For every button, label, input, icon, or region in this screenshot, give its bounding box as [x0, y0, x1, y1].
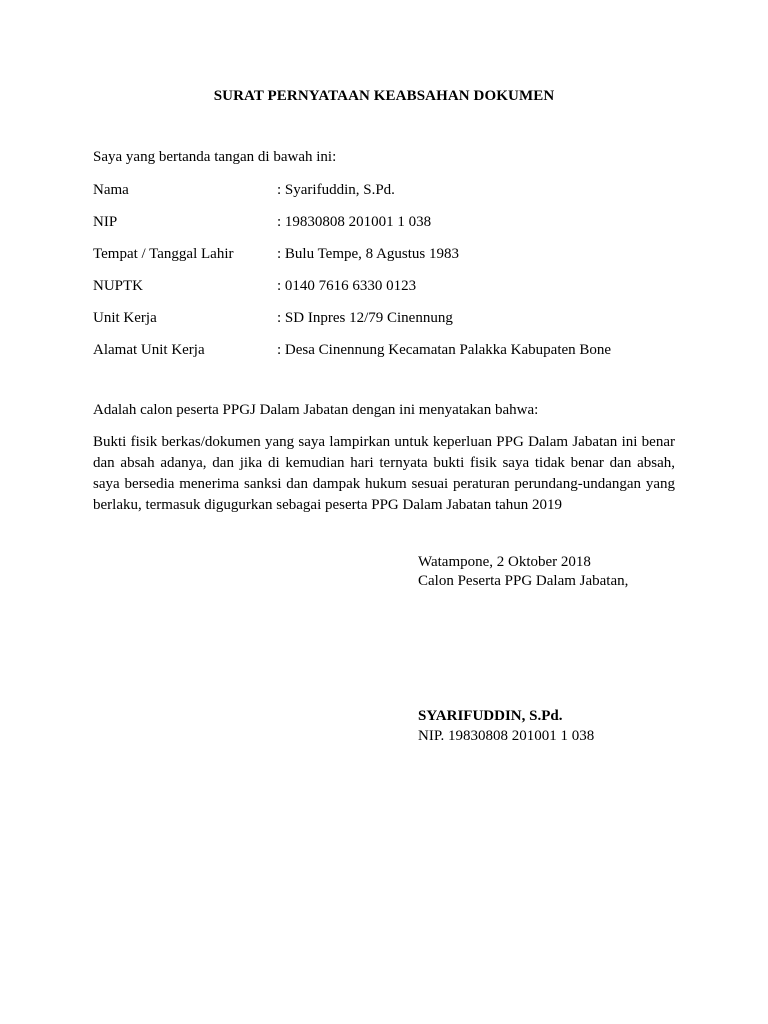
document-title: SURAT PERNYATAAN KEABSAHAN DOKUMEN — [213, 88, 555, 104]
field-value: : Bulu Tempe, 8 Agustus 1983 — [277, 246, 460, 262]
body-paragraph: Bukti fisik berkas/dokumen yang saya lampirkan untuk keperluan PPG Dalam Jabatan ini benar dan absah adanya, dan jika di kemudian hari ternyata bukti fisik saya tidak benar dan absah, saya bersedia menerima sanksi dan dampak hukum sesuai peraturan perundang-undangan yang berlaku, termasuk digugurkan sebagai peserta PPG Dalam Jabatan tahun 2019 — [93, 434, 675, 513]
place-date: Watampone, 2 Oktober 2018 — [418, 554, 591, 570]
field-value: : Desa Cinennung Kecamatan Palakka Kabupaten Bone — [277, 342, 612, 358]
field-value: : 0140 7616 6330 0123 — [277, 278, 417, 294]
field-label: NIP — [93, 214, 118, 230]
signer-nip: NIP. 19830808 201001 1 038 — [418, 728, 595, 744]
field-label: Tempat / Tanggal Lahir — [93, 246, 234, 262]
intro-text: Saya yang bertanda tangan di bawah ini: — [93, 149, 337, 165]
field-label: Unit Kerja — [93, 310, 157, 326]
statement-text: Adalah calon peserta PPGJ Dalam Jabatan dengan ini menyatakan bahwa: — [93, 402, 539, 418]
field-label: Alamat Unit Kerja — [93, 342, 205, 358]
field-value: : SD Inpres 12/79 Cinennung — [277, 310, 453, 326]
signer-role: Calon Peserta PPG Dalam Jabatan, — [418, 573, 629, 589]
field-label: Nama — [93, 182, 129, 198]
field-label: NUPTK — [93, 278, 144, 294]
signature-block — [418, 553, 628, 591]
field-value: : Syarifuddin, S.Pd. — [277, 182, 395, 198]
field-value: : 19830808 201001 1 038 — [277, 214, 432, 230]
signer-name: SYARIFUDDIN, S.Pd. — [418, 708, 563, 724]
